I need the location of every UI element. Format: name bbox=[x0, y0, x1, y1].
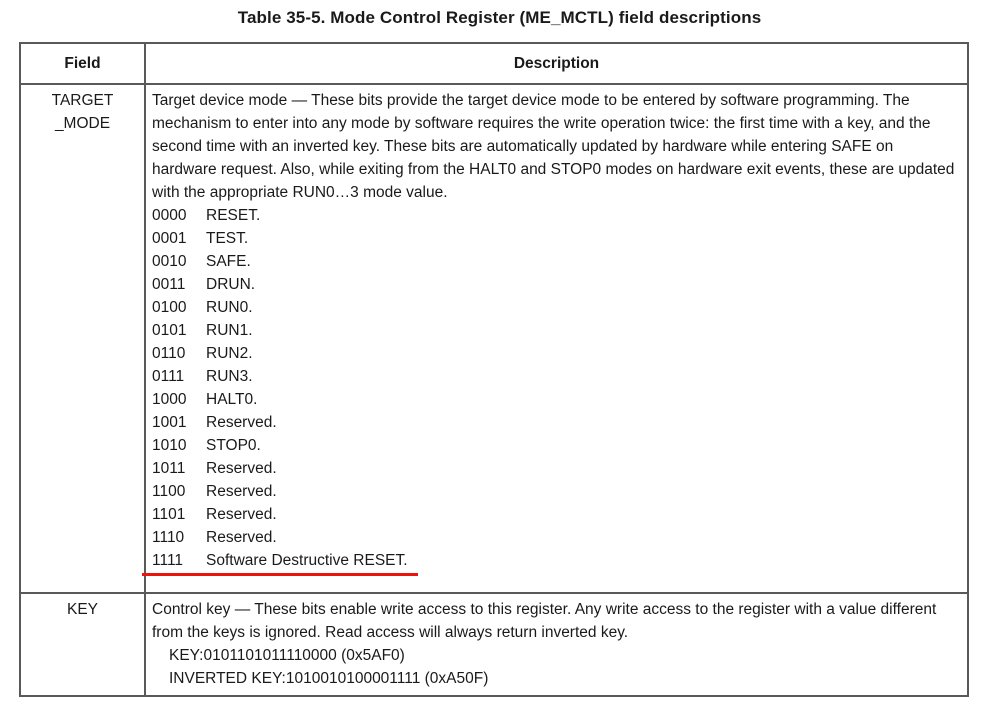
mode-list-item bbox=[152, 457, 959, 480]
mode-label: SAFE. bbox=[206, 253, 251, 270]
field-descriptions-table bbox=[19, 42, 969, 697]
mode-label: RUN0. bbox=[206, 299, 253, 316]
mode-label: Reserved. bbox=[206, 483, 277, 500]
key-paragraph: Control key — These bits enable write access to this register. Any write access to the register with a value different from the keys is ignored. Read access will always return inverted key. bbox=[152, 601, 937, 641]
mode-label: Software Destructive RESET. bbox=[206, 552, 408, 569]
mode-label: Reserved. bbox=[206, 506, 277, 523]
mode-code: 0001 bbox=[152, 230, 187, 247]
mode-list-item bbox=[152, 549, 959, 576]
mode-code: 0111 bbox=[152, 368, 185, 385]
mode-label: Reserved. bbox=[206, 460, 277, 477]
description-cell-target-mode bbox=[146, 85, 967, 594]
mode-label: HALT0. bbox=[206, 391, 258, 408]
inverted-key-value-line: INVERTED KEY:1010010100001111 (0xA50F) bbox=[169, 670, 489, 687]
mode-code: 1111 bbox=[152, 552, 184, 569]
mode-code: 1101 bbox=[152, 506, 186, 523]
field-name-line: _MODE bbox=[54, 115, 111, 132]
mode-list-item bbox=[152, 250, 959, 273]
key-value-line: KEY:0101101011110000 (0x5AF0) bbox=[169, 647, 405, 664]
mode-code: 0101 bbox=[152, 322, 187, 339]
mode-list-item bbox=[152, 434, 959, 457]
mode-label: RUN2. bbox=[206, 345, 253, 362]
mode-label: Reserved. bbox=[206, 414, 277, 431]
mode-list-item bbox=[152, 480, 959, 503]
mode-code: 1000 bbox=[152, 391, 187, 408]
field-name-line: TARGET bbox=[51, 92, 114, 109]
description-cell-key bbox=[146, 594, 967, 695]
mode-code: 1100 bbox=[152, 483, 186, 500]
mode-list-item bbox=[152, 204, 959, 227]
mode-code: 0110 bbox=[152, 345, 186, 362]
field-cell-key bbox=[21, 594, 146, 695]
target-mode-paragraph: Target device mode — These bits provide the target device mode to be entered by software programming. The mechanism to enter into any mode by software requires the write operation twice: the first time with a key, and the second time with an inverted key. These bits are automatically updated by hardware while entering SAFE on hardware request. Also, while exiting from the HALT0 and STOP0 modes on hardware exit events, these are updated with the appropriate RUN0…3 mode value. bbox=[152, 92, 955, 201]
page-title: Table 35-5. Mode Control Register (ME_MCTL) field descriptions bbox=[237, 8, 762, 27]
mode-code: 1110 bbox=[152, 529, 185, 546]
mode-label: TEST. bbox=[206, 230, 249, 247]
annotation-underline bbox=[142, 549, 418, 576]
mode-list-item bbox=[152, 296, 959, 319]
mode-list-item bbox=[152, 342, 959, 365]
mode-label: DRUN. bbox=[206, 276, 256, 293]
mode-list-item bbox=[152, 503, 959, 526]
field-name-line: KEY bbox=[66, 601, 98, 618]
header-cell-field: Field bbox=[21, 44, 146, 85]
mode-code: 1001 bbox=[152, 414, 187, 431]
mode-list-item bbox=[152, 227, 959, 250]
mode-list-item bbox=[152, 388, 959, 411]
mode-code: 1010 bbox=[152, 437, 187, 454]
mode-label: Reserved. bbox=[206, 529, 277, 546]
mode-code: 1011 bbox=[152, 460, 186, 477]
mode-label: RUN1. bbox=[206, 322, 253, 339]
mode-list-item bbox=[152, 526, 959, 549]
mode-list bbox=[152, 204, 959, 576]
mode-list-item bbox=[152, 319, 959, 342]
header-cell-description: Description bbox=[146, 44, 967, 85]
mode-code: 0011 bbox=[152, 276, 186, 293]
mode-label: RESET. bbox=[206, 207, 261, 224]
mode-list-item bbox=[152, 365, 959, 388]
mode-list-item bbox=[152, 411, 959, 434]
mode-code: 0100 bbox=[152, 299, 187, 316]
mode-code: 0010 bbox=[152, 253, 187, 270]
mode-list-item bbox=[152, 273, 959, 296]
mode-code: 0000 bbox=[152, 207, 187, 224]
mode-label: RUN3. bbox=[206, 368, 253, 385]
field-cell-target-mode bbox=[21, 85, 146, 594]
mode-label: STOP0. bbox=[206, 437, 261, 454]
